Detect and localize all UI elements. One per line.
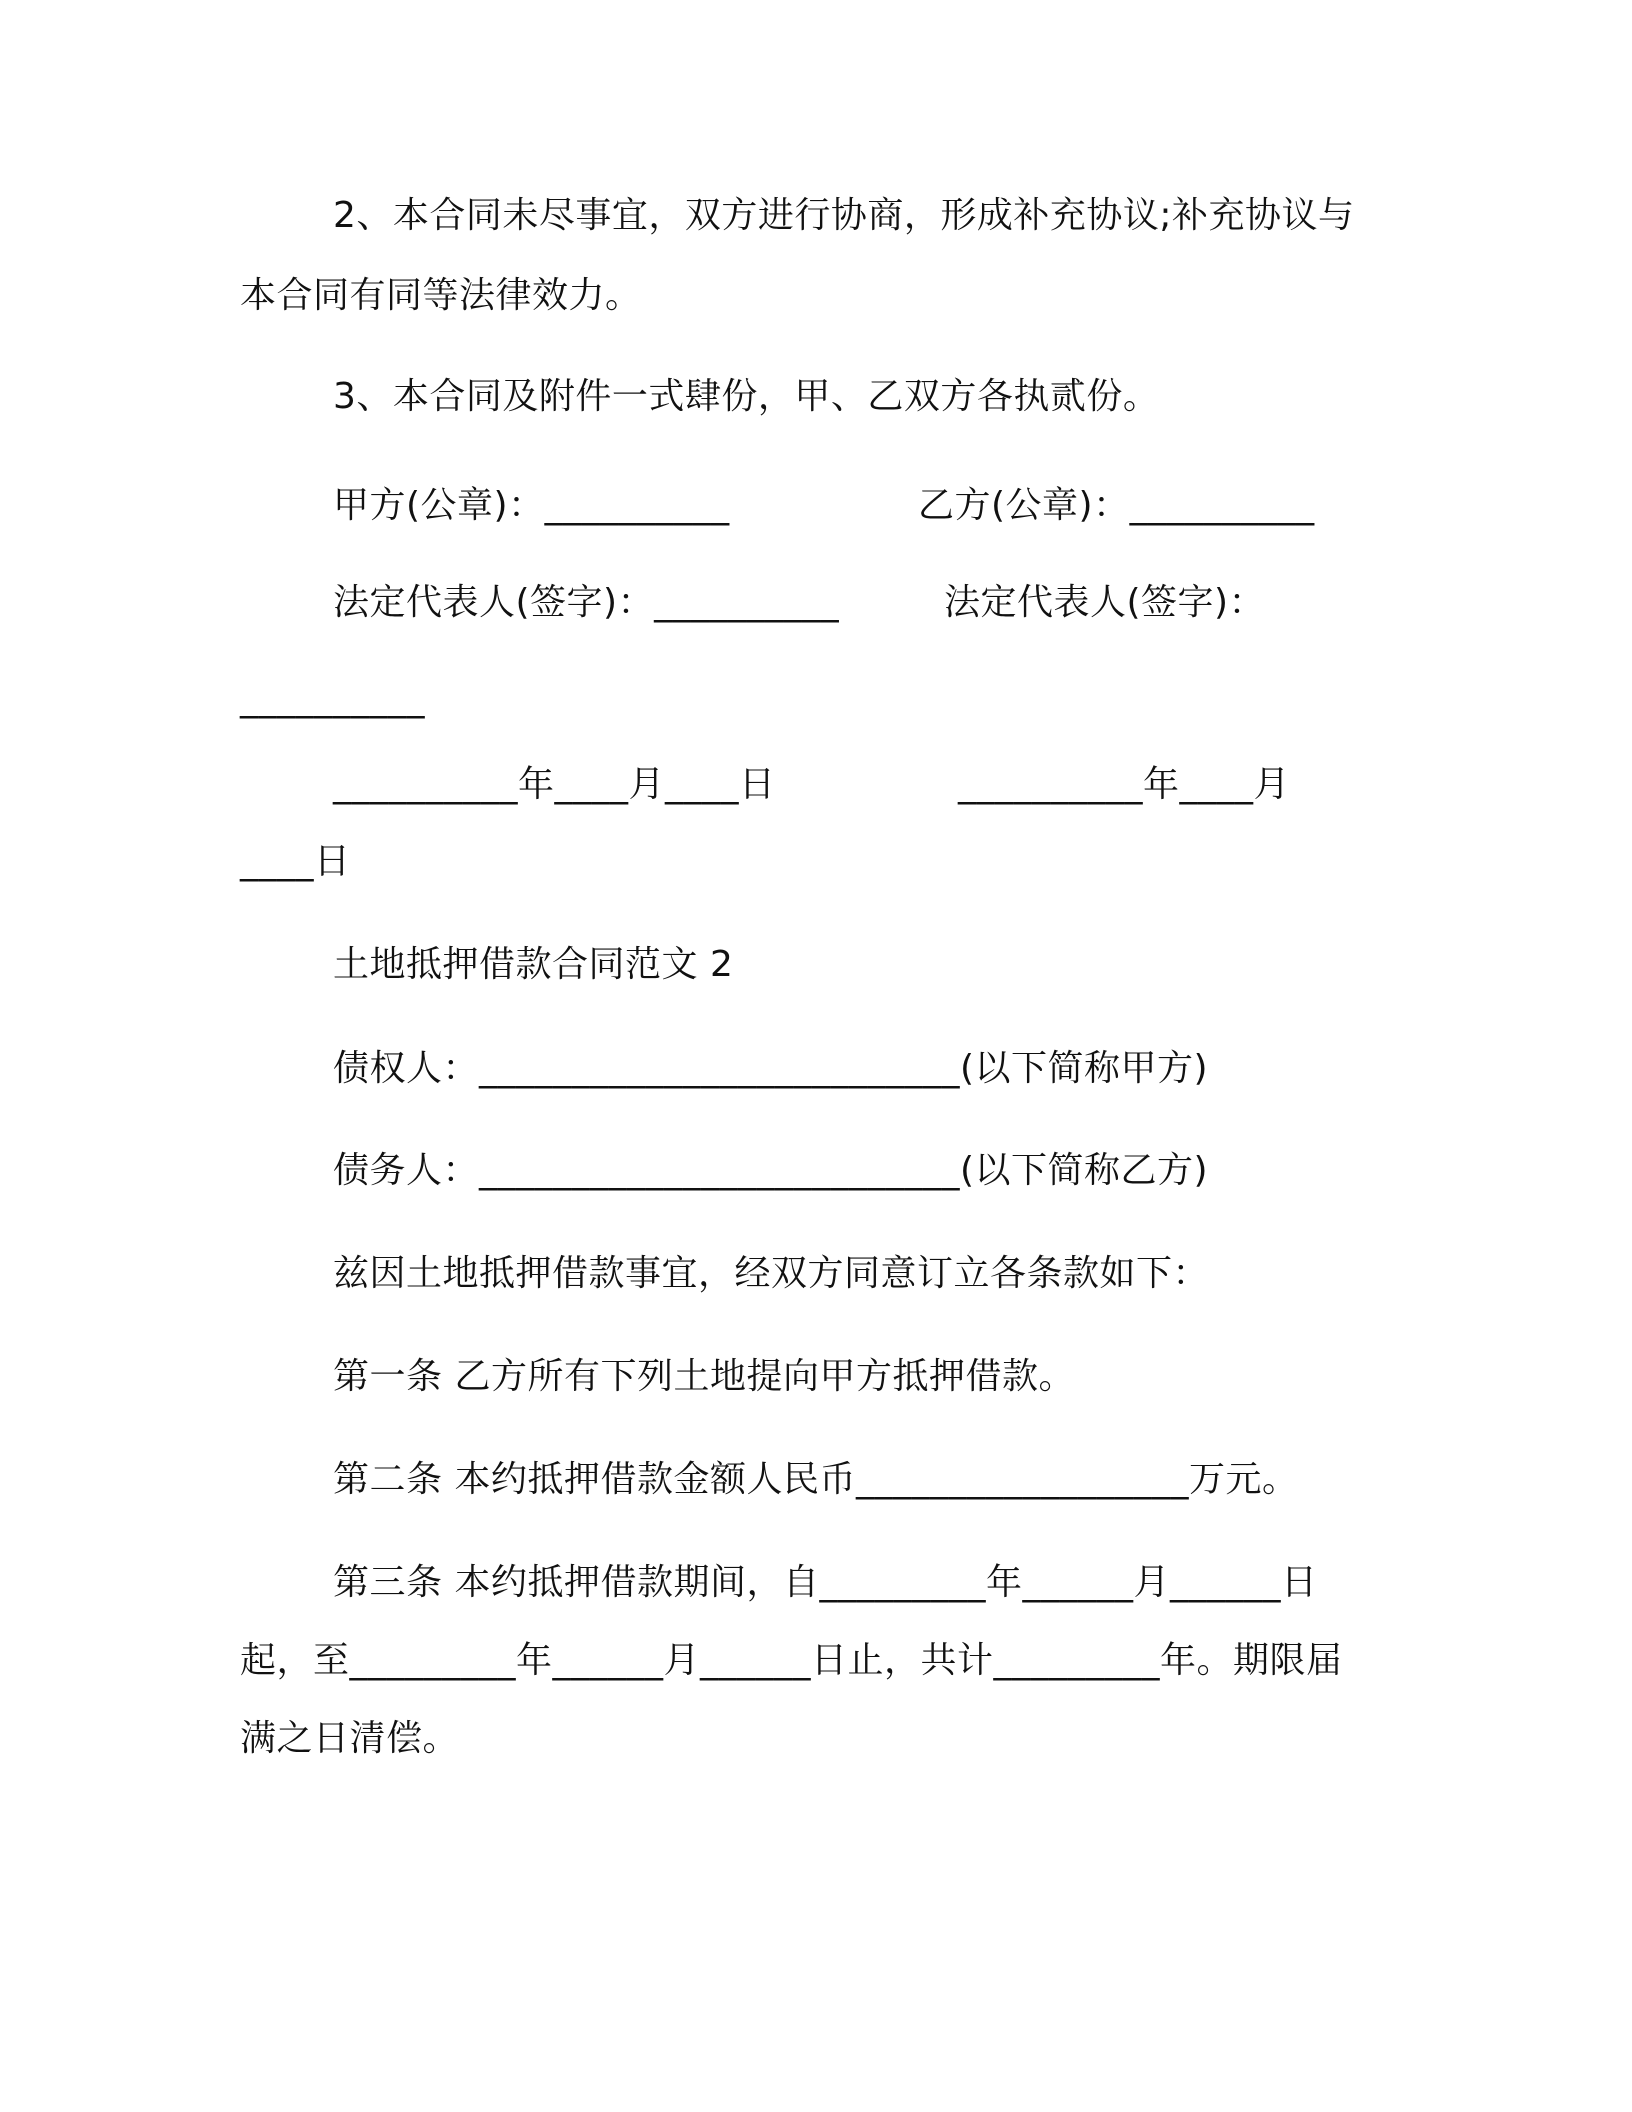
party-a-seal: 甲方(公章)：__________ [333, 485, 730, 526]
preamble: 兹因土地抵押借款事宜，经双方同意订立各条款如下： [333, 1253, 1210, 1294]
clause-2-line-2: 本合同有同等法律效力。 [240, 275, 642, 316]
article-3-line-3: 满之日清偿。 [240, 1718, 460, 1759]
party-b-representative-blank: __________ [240, 678, 425, 719]
clause-2-line-1: 2、本合同未尽事宜，双方进行协商，形成补充协议;补充协议与 [333, 195, 1355, 236]
article-2: 第二条 本约抵押借款金额人民币__________________万元。 [333, 1459, 1299, 1500]
clause-3: 3、本合同及附件一式肆份，甲、乙双方各执贰份。 [333, 376, 1160, 417]
party-b-seal: 乙方(公章)：__________ [918, 485, 1315, 526]
article-3-line-2: 起，至_________年______月______日止，共计_________年。期限届 [240, 1640, 1343, 1681]
article-1: 第一条 乙方所有下列土地提向甲方抵押借款。 [333, 1356, 1075, 1397]
creditor-line: 债权人：__________________________(以下简称甲方) [333, 1048, 1209, 1089]
section-title: 土地抵押借款合同范文 2 [333, 944, 734, 985]
party-b-date: __________年____月 [958, 764, 1290, 805]
party-a-representative: 法定代表人(签字)：__________ [333, 582, 840, 623]
party-a-date: __________年____月____日 [333, 764, 776, 805]
party-b-date-day: ____日 [240, 841, 351, 882]
party-b-representative: 法定代表人(签字)： [944, 582, 1266, 623]
debtor-line: 债务人：__________________________(以下简称乙方) [333, 1150, 1209, 1191]
article-3-line-1: 第三条 本约抵押借款期间，自_________年______月______日 [333, 1562, 1318, 1603]
